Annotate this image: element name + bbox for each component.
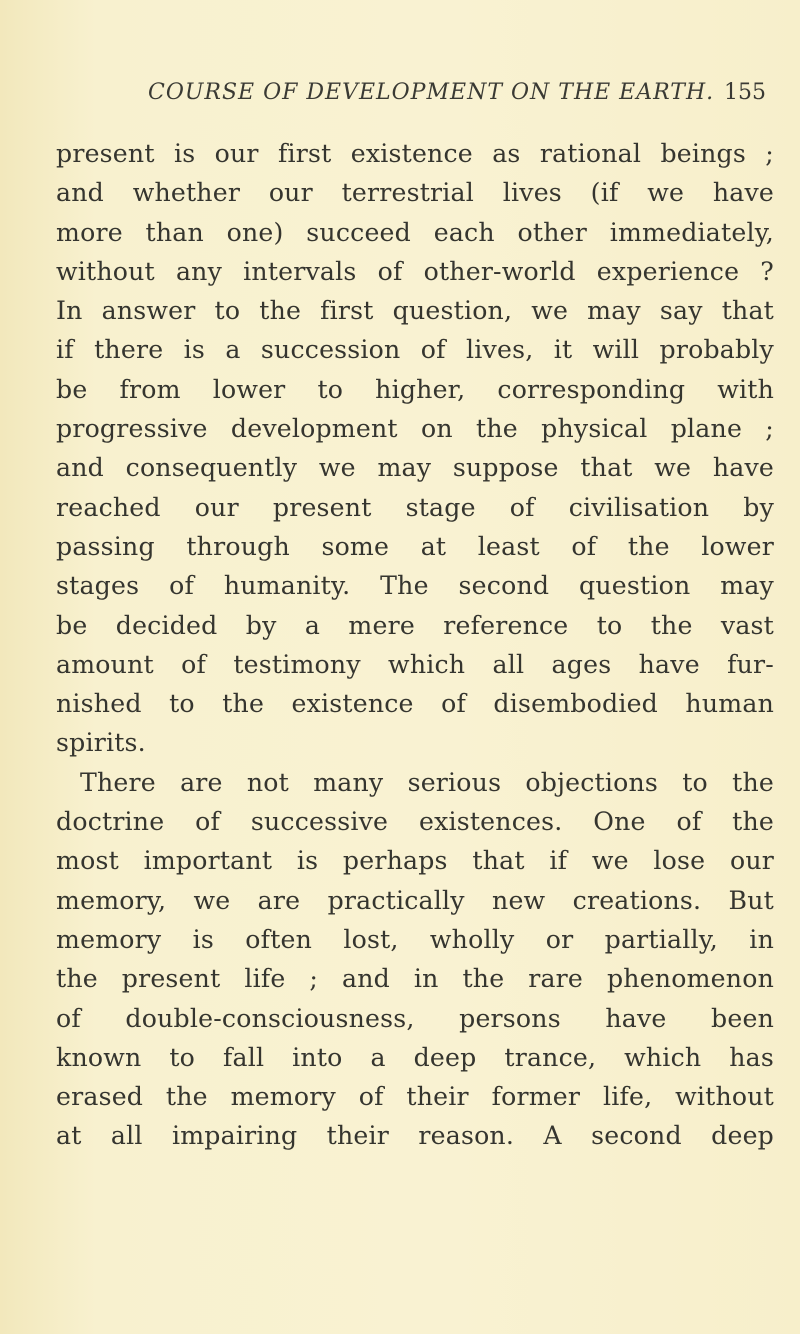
- text-line: of double-consciousness, persons have been: [56, 1003, 774, 1033]
- text-line: erased the memory of their former life, without: [56, 1082, 774, 1112]
- text-line: at all impairing their reason. A second deep: [56, 1121, 774, 1151]
- page-number: 155: [724, 80, 766, 105]
- text-line: There are not many serious objections to the: [80, 767, 774, 797]
- text-line: In answer to the first question, we may say that: [56, 296, 774, 326]
- text-line: more than one) succeed each other immediately,: [56, 217, 774, 247]
- text-line: progressive development on the physical plane ;: [56, 414, 774, 444]
- text-line: spirits.: [56, 728, 146, 758]
- text-line: and consequently we may suppose that we have: [56, 453, 774, 483]
- text-line: most important is perhaps that if we lose our: [56, 846, 774, 876]
- text-line: doctrine of successive existences. One of the: [56, 807, 774, 837]
- text-line: passing through some at least of the lower: [56, 531, 774, 561]
- text-line: be decided by a mere reference to the vast: [56, 610, 774, 640]
- text-line: reached our present stage of civilisation by: [56, 492, 774, 522]
- text-line: present is our first existence as rational beings ;: [56, 139, 774, 168]
- text-line: be from lower to higher, corresponding with: [56, 374, 774, 404]
- text-line: memory, we are practically new creations. But: [56, 885, 774, 915]
- text-line: and whether our terrestrial lives (if we have: [56, 178, 774, 208]
- running-head: [0, 80, 800, 120]
- running-head-title: COURSE OF DEVELOPMENT ON THE EARTH.: [148, 80, 715, 105]
- text-line: amount of testimony which all ages have fur-: [56, 649, 774, 679]
- text-line: known to fall into a deep trance, which has: [56, 1042, 774, 1072]
- text-line: nished to the existence of disembodied human: [56, 689, 774, 719]
- text-line: stages of humanity. The second question may: [56, 571, 774, 601]
- text-line: without any intervals of other-world experience ?: [56, 256, 774, 286]
- text-line: memory is often lost, wholly or partially, in: [56, 924, 774, 954]
- text-line: the present life ; and in the rare phenomenon: [56, 964, 774, 994]
- text-line: if there is a succession of lives, it will probably: [56, 335, 774, 365]
- body-text: [56, 134, 774, 1156]
